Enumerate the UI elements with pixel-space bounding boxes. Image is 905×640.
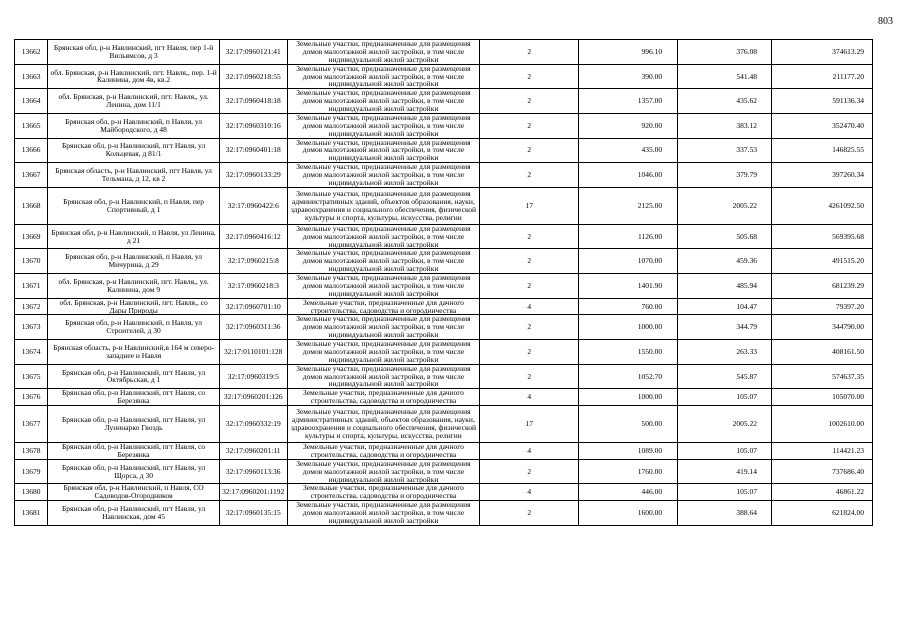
area-cell: 1089.00 [579, 443, 678, 460]
cadastral-number-cell: 32:17:0960701:10 [219, 298, 287, 315]
address-cell: Брянская обл, р-н Навлинский, п Навля, ул Майбородского, д 48 [48, 113, 220, 138]
specific-value-cell: 435.62 [678, 89, 772, 114]
address-cell: обл. Брянская, р-н Навлинский, пгт. Навля,, пер. 1-й Калинина, дом 4в, кв.2 [48, 64, 220, 89]
cadastral-value-cell: 374613.29 [772, 40, 873, 65]
specific-value-cell: 485.94 [678, 274, 772, 299]
cadastral-value-cell: 344790.00 [772, 315, 873, 340]
cadastral-value-cell: 574637.35 [772, 364, 873, 389]
cadastral-number-cell: 32:17:0960332:19 [219, 406, 287, 443]
row-number-cell: 13679 [15, 459, 48, 484]
row-number-cell: 13677 [15, 406, 48, 443]
row-number-cell: 13662 [15, 40, 48, 65]
land-use-cell: Земельные участки, предназначенные для размещения домов малоэтажной жилой застройки, в том числе индивидуальной жилой застройки [287, 138, 480, 163]
cadastral-value-cell: 591136.34 [772, 89, 873, 114]
table-row [15, 138, 873, 163]
use-code-cell: 17 [480, 406, 579, 443]
land-use-cell: Земельные участки, предназначенные для размещения домов малоэтажной жилой застройки, в том числе индивидуальной жилой застройки [287, 274, 480, 299]
specific-value-cell: 376.08 [678, 40, 772, 65]
use-code-cell: 2 [480, 315, 579, 340]
cadastral-number-cell: 32:17:0960418:18 [219, 89, 287, 114]
cadastral-value-cell: 408161.50 [772, 340, 873, 365]
use-code-cell: 2 [480, 249, 579, 274]
area-cell: 446.00 [579, 484, 678, 501]
address-cell: Брянская обл, р-н Навлинский, пгт Навля, ул Навлинская, дом 45 [48, 501, 220, 526]
cadastral-number-cell: 32:17:0960416:12 [219, 224, 287, 249]
cadastral-value-cell: 737686.40 [772, 459, 873, 484]
land-use-cell: Земельные участки, предназначенные для размещения домов малоэтажной жилой застройки, в том числе индивидуальной жилой застройки [287, 315, 480, 340]
table-row [15, 113, 873, 138]
cadastral-number-cell: 32:17:0110101:128 [219, 340, 287, 365]
land-use-cell: Земельные участки, предназначенные для размещения административных зданий, объектов образования, науки, здравоохранения и социального обеспечения, физической культуры и спорта, культуры, искусства, религии [287, 406, 480, 443]
area-cell: 1126.00 [579, 224, 678, 249]
cadastral-value-cell: 352470.40 [772, 113, 873, 138]
table-row [15, 406, 873, 443]
row-number-cell: 13680 [15, 484, 48, 501]
area-cell: 1357.00 [579, 89, 678, 114]
area-cell: 996.10 [579, 40, 678, 65]
cadastral-number-cell: 32:17:0960218:3 [219, 274, 287, 299]
specific-value-cell: 104.47 [678, 298, 772, 315]
address-cell: Брянская обл, р-н Навлинский, пгт Навля, пер 1-й Вильямсов, д 3 [48, 40, 220, 65]
specific-value-cell: 541.48 [678, 64, 772, 89]
row-number-cell: 13675 [15, 364, 48, 389]
use-code-cell: 2 [480, 459, 579, 484]
address-cell: Брянская обл, р-н Навлинский, п Навля, пер Спортивный, д 1 [48, 187, 220, 224]
specific-value-cell: 344.79 [678, 315, 772, 340]
table-row [15, 443, 873, 460]
use-code-cell: 2 [480, 40, 579, 65]
land-use-cell: Земельные участки, предназначенные для размещения домов малоэтажной жилой застройки, в том числе индивидуальной жилой застройки [287, 340, 480, 365]
cadastral-value-cell: 146825.55 [772, 138, 873, 163]
area-cell: 1070.00 [579, 249, 678, 274]
table-row [15, 459, 873, 484]
use-code-cell: 4 [480, 484, 579, 501]
land-use-cell: Земельные участки, предназначенные для размещения домов малоэтажной жилой застройки, в том числе индивидуальной жилой застройки [287, 224, 480, 249]
cadastral-value-cell: 491515.20 [772, 249, 873, 274]
row-number-cell: 13674 [15, 340, 48, 365]
specific-value-cell: 505.68 [678, 224, 772, 249]
land-use-cell: Земельные участки, предназначенные для размещения домов малоэтажной жилой застройки, в том числе индивидуальной жилой застройки [287, 89, 480, 114]
specific-value-cell: 105.07 [678, 484, 772, 501]
area-cell: 1000.00 [579, 315, 678, 340]
table-row [15, 389, 873, 406]
cadastral-number-cell: 32:17:0960133:29 [219, 163, 287, 188]
cadastral-number-cell: 32:17:0960422:6 [219, 187, 287, 224]
cadastral-number-cell: 32:17:0960121:41 [219, 40, 287, 65]
use-code-cell: 2 [480, 113, 579, 138]
area-cell: 1052.70 [579, 364, 678, 389]
land-use-cell: Земельные участки, предназначенные для размещения домов малоэтажной жилой застройки, в том числе индивидуальной жилой застройки [287, 64, 480, 89]
cadastral-number-cell: 32:17:0960311:36 [219, 315, 287, 340]
specific-value-cell: 379.79 [678, 163, 772, 188]
area-cell: 1600.00 [579, 501, 678, 526]
specific-value-cell: 545.87 [678, 364, 772, 389]
area-cell: 920.00 [579, 113, 678, 138]
use-code-cell: 2 [480, 274, 579, 299]
use-code-cell: 17 [480, 187, 579, 224]
use-code-cell: 2 [480, 501, 579, 526]
cadastral-value-cell: 105070.00 [772, 389, 873, 406]
address-cell: Брянская область, р-н Навлинский,в 164 м северо-западнее н Навля [48, 340, 220, 365]
table-row [15, 501, 873, 526]
table-row [15, 298, 873, 315]
cadastral-value-cell: 681239.29 [772, 274, 873, 299]
area-cell: 435.00 [579, 138, 678, 163]
address-cell: Брянская обл, р-н Навлинский, пгт Навля, ул Щорса, д 30 [48, 459, 220, 484]
row-number-cell: 13678 [15, 443, 48, 460]
table-row [15, 249, 873, 274]
land-use-cell: Земельные участки, предназначенные для размещения домов малоэтажной жилой застройки, в том числе индивидуальной жилой застройки [287, 364, 480, 389]
row-number-cell: 13666 [15, 138, 48, 163]
table-row [15, 274, 873, 299]
use-code-cell: 2 [480, 163, 579, 188]
land-use-cell: Земельные участки, предназначенные для дачного строительства, садоводства и огородничества [287, 298, 480, 315]
address-cell: Брянская обл, р-н Навлинский, пгт Навля, со Березянка [48, 443, 220, 460]
specific-value-cell: 263.33 [678, 340, 772, 365]
land-use-cell: Земельные участки, предназначенные для дачного строительства, садоводства и огородничества [287, 484, 480, 501]
row-number-cell: 13669 [15, 224, 48, 249]
table-row [15, 64, 873, 89]
specific-value-cell: 2005.22 [678, 406, 772, 443]
row-number-cell: 13665 [15, 113, 48, 138]
area-cell: 1000.00 [579, 389, 678, 406]
address-cell: Брянская обл, р-н Навлинский, пгт Навля, со Березянка [48, 389, 220, 406]
table-row [15, 340, 873, 365]
land-use-cell: Земельные участки, предназначенные для размещения домов малоэтажной жилой застройки, в том числе индивидуальной жилой застройки [287, 459, 480, 484]
address-cell: Брянская обл, р-н Навлинский, п Навля, ул Строителей, д 30 [48, 315, 220, 340]
cadastral-value-cell: 211177.20 [772, 64, 873, 89]
use-code-cell: 2 [480, 364, 579, 389]
address-cell: Брянская обл, р-н Навлинский, пгт Навля, ул Кольцевая, д 81/1 [48, 138, 220, 163]
area-cell: 1760.00 [579, 459, 678, 484]
use-code-cell: 4 [480, 298, 579, 315]
specific-value-cell: 388.64 [678, 501, 772, 526]
cadastral-value-cell: 569395.68 [772, 224, 873, 249]
land-use-cell: Земельные участки, предназначенные для размещения домов малоэтажной жилой застройки, в том числе индивидуальной жилой застройки [287, 40, 480, 65]
cadastral-number-cell: 32:17:0960218:55 [219, 64, 287, 89]
cadastral-number-cell: 32:17:0960201:11 [219, 443, 287, 460]
use-code-cell: 2 [480, 89, 579, 114]
cadastral-value-cell: 397260.34 [772, 163, 873, 188]
area-cell: 1401.90 [579, 274, 678, 299]
table-row [15, 89, 873, 114]
row-number-cell: 13671 [15, 274, 48, 299]
specific-value-cell: 2005.22 [678, 187, 772, 224]
land-registry-table [14, 39, 873, 526]
land-use-cell: Земельные участки, предназначенные для размещения административных зданий, объектов образования, науки, здравоохранения и социального обеспечения, физической культуры и спорта, культуры, искусства, религии [287, 187, 480, 224]
area-cell: 1550.00 [579, 340, 678, 365]
use-code-cell: 2 [480, 138, 579, 163]
address-cell: обл. Брянская, р-н Навлинский, пгт. Навля,, ул. Калинина, дом 9 [48, 274, 220, 299]
use-code-cell: 2 [480, 224, 579, 249]
cadastral-number-cell: 32:17:0960113:36 [219, 459, 287, 484]
cadastral-value-cell: 621824.00 [772, 501, 873, 526]
cadastral-value-cell: 79397.20 [772, 298, 873, 315]
cadastral-value-cell: 4261092.50 [772, 187, 873, 224]
cadastral-number-cell: 32:17:0960201:126 [219, 389, 287, 406]
row-number-cell: 13663 [15, 64, 48, 89]
area-cell: 2125.00 [579, 187, 678, 224]
table-row [15, 315, 873, 340]
use-code-cell: 4 [480, 389, 579, 406]
use-code-cell: 2 [480, 340, 579, 365]
specific-value-cell: 105.07 [678, 389, 772, 406]
address-cell: обл. Брянская, р-н Навлинский, пгт. Навля,, ул. Ленина, дом 11/1 [48, 89, 220, 114]
cadastral-value-cell: 46861.22 [772, 484, 873, 501]
table-row [15, 40, 873, 65]
table-row [15, 224, 873, 249]
cadastral-number-cell: 32:17:0960319:5 [219, 364, 287, 389]
land-use-cell: Земельные участки, предназначенные для размещения домов малоэтажной жилой застройки, в том числе индивидуальной жилой застройки [287, 501, 480, 526]
cadastral-number-cell: 32:17:0960215:8 [219, 249, 287, 274]
area-cell: 1046.00 [579, 163, 678, 188]
specific-value-cell: 105.07 [678, 443, 772, 460]
table-row [15, 163, 873, 188]
address-cell: обл. Брянская, р-н Навлинский, пгт. Навля,, со Дары Природы [48, 298, 220, 315]
area-cell: 500.00 [579, 406, 678, 443]
table-row [15, 364, 873, 389]
row-number-cell: 13676 [15, 389, 48, 406]
row-number-cell: 13673 [15, 315, 48, 340]
address-cell: Брянская обл, р-н Навлинский, п Навля, ул Ленина, д 21 [48, 224, 220, 249]
area-cell: 760.00 [579, 298, 678, 315]
row-number-cell: 13667 [15, 163, 48, 188]
cadastral-value-cell: 114421.23 [772, 443, 873, 460]
cadastral-number-cell: 32:17:0960201:1192 [219, 484, 287, 501]
specific-value-cell: 337.53 [678, 138, 772, 163]
use-code-cell: 2 [480, 64, 579, 89]
address-cell: Брянская обл, р-н Навлинский, п Навля, ул Мичурина, д 29 [48, 249, 220, 274]
specific-value-cell: 383.12 [678, 113, 772, 138]
land-use-cell: Земельные участки, предназначенные для размещения домов малоэтажной жилой застройки, в том числе индивидуальной жилой застройки [287, 163, 480, 188]
row-number-cell: 13681 [15, 501, 48, 526]
land-use-cell: Земельные участки, предназначенные для дачного строительства, садоводства и огородничества [287, 389, 480, 406]
row-number-cell: 13668 [15, 187, 48, 224]
specific-value-cell: 459.36 [678, 249, 772, 274]
cadastral-number-cell: 32:17:0960310:16 [219, 113, 287, 138]
use-code-cell: 4 [480, 443, 579, 460]
row-number-cell: 13670 [15, 249, 48, 274]
table-row [15, 187, 873, 224]
cadastral-number-cell: 32:17:0960401:18 [219, 138, 287, 163]
address-cell: Брянская обл, р-н Навлинский, п Навля, СО Садоводов-Огородников [48, 484, 220, 501]
land-use-cell: Земельные участки, предназначенные для размещения домов малоэтажной жилой застройки, в том числе индивидуальной жилой застройки [287, 113, 480, 138]
page-number: 803 [878, 16, 893, 27]
specific-value-cell: 419.14 [678, 459, 772, 484]
table-row [15, 484, 873, 501]
area-cell: 390.00 [579, 64, 678, 89]
land-use-cell: Земельные участки, предназначенные для размещения домов малоэтажной жилой застройки, в том числе индивидуальной жилой застройки [287, 249, 480, 274]
row-number-cell: 13672 [15, 298, 48, 315]
cadastral-value-cell: 1002610.00 [772, 406, 873, 443]
address-cell: Брянская обл, р-н Навлинский, пгт Навля, ул Октябрьская, д 1 [48, 364, 220, 389]
address-cell: Брянская обл, р-н Навлинский, пгт Навля, ул Лунинарко Гвоздь [48, 406, 220, 443]
address-cell: Брянская область, р-н Навлинский, пгт Навля, ул Тельмана, д 12, кв 2 [48, 163, 220, 188]
row-number-cell: 13664 [15, 89, 48, 114]
land-use-cell: Земельные участки, предназначенные для дачного строительства, садоводства и огородничества [287, 443, 480, 460]
cadastral-number-cell: 32:17:0960135:15 [219, 501, 287, 526]
